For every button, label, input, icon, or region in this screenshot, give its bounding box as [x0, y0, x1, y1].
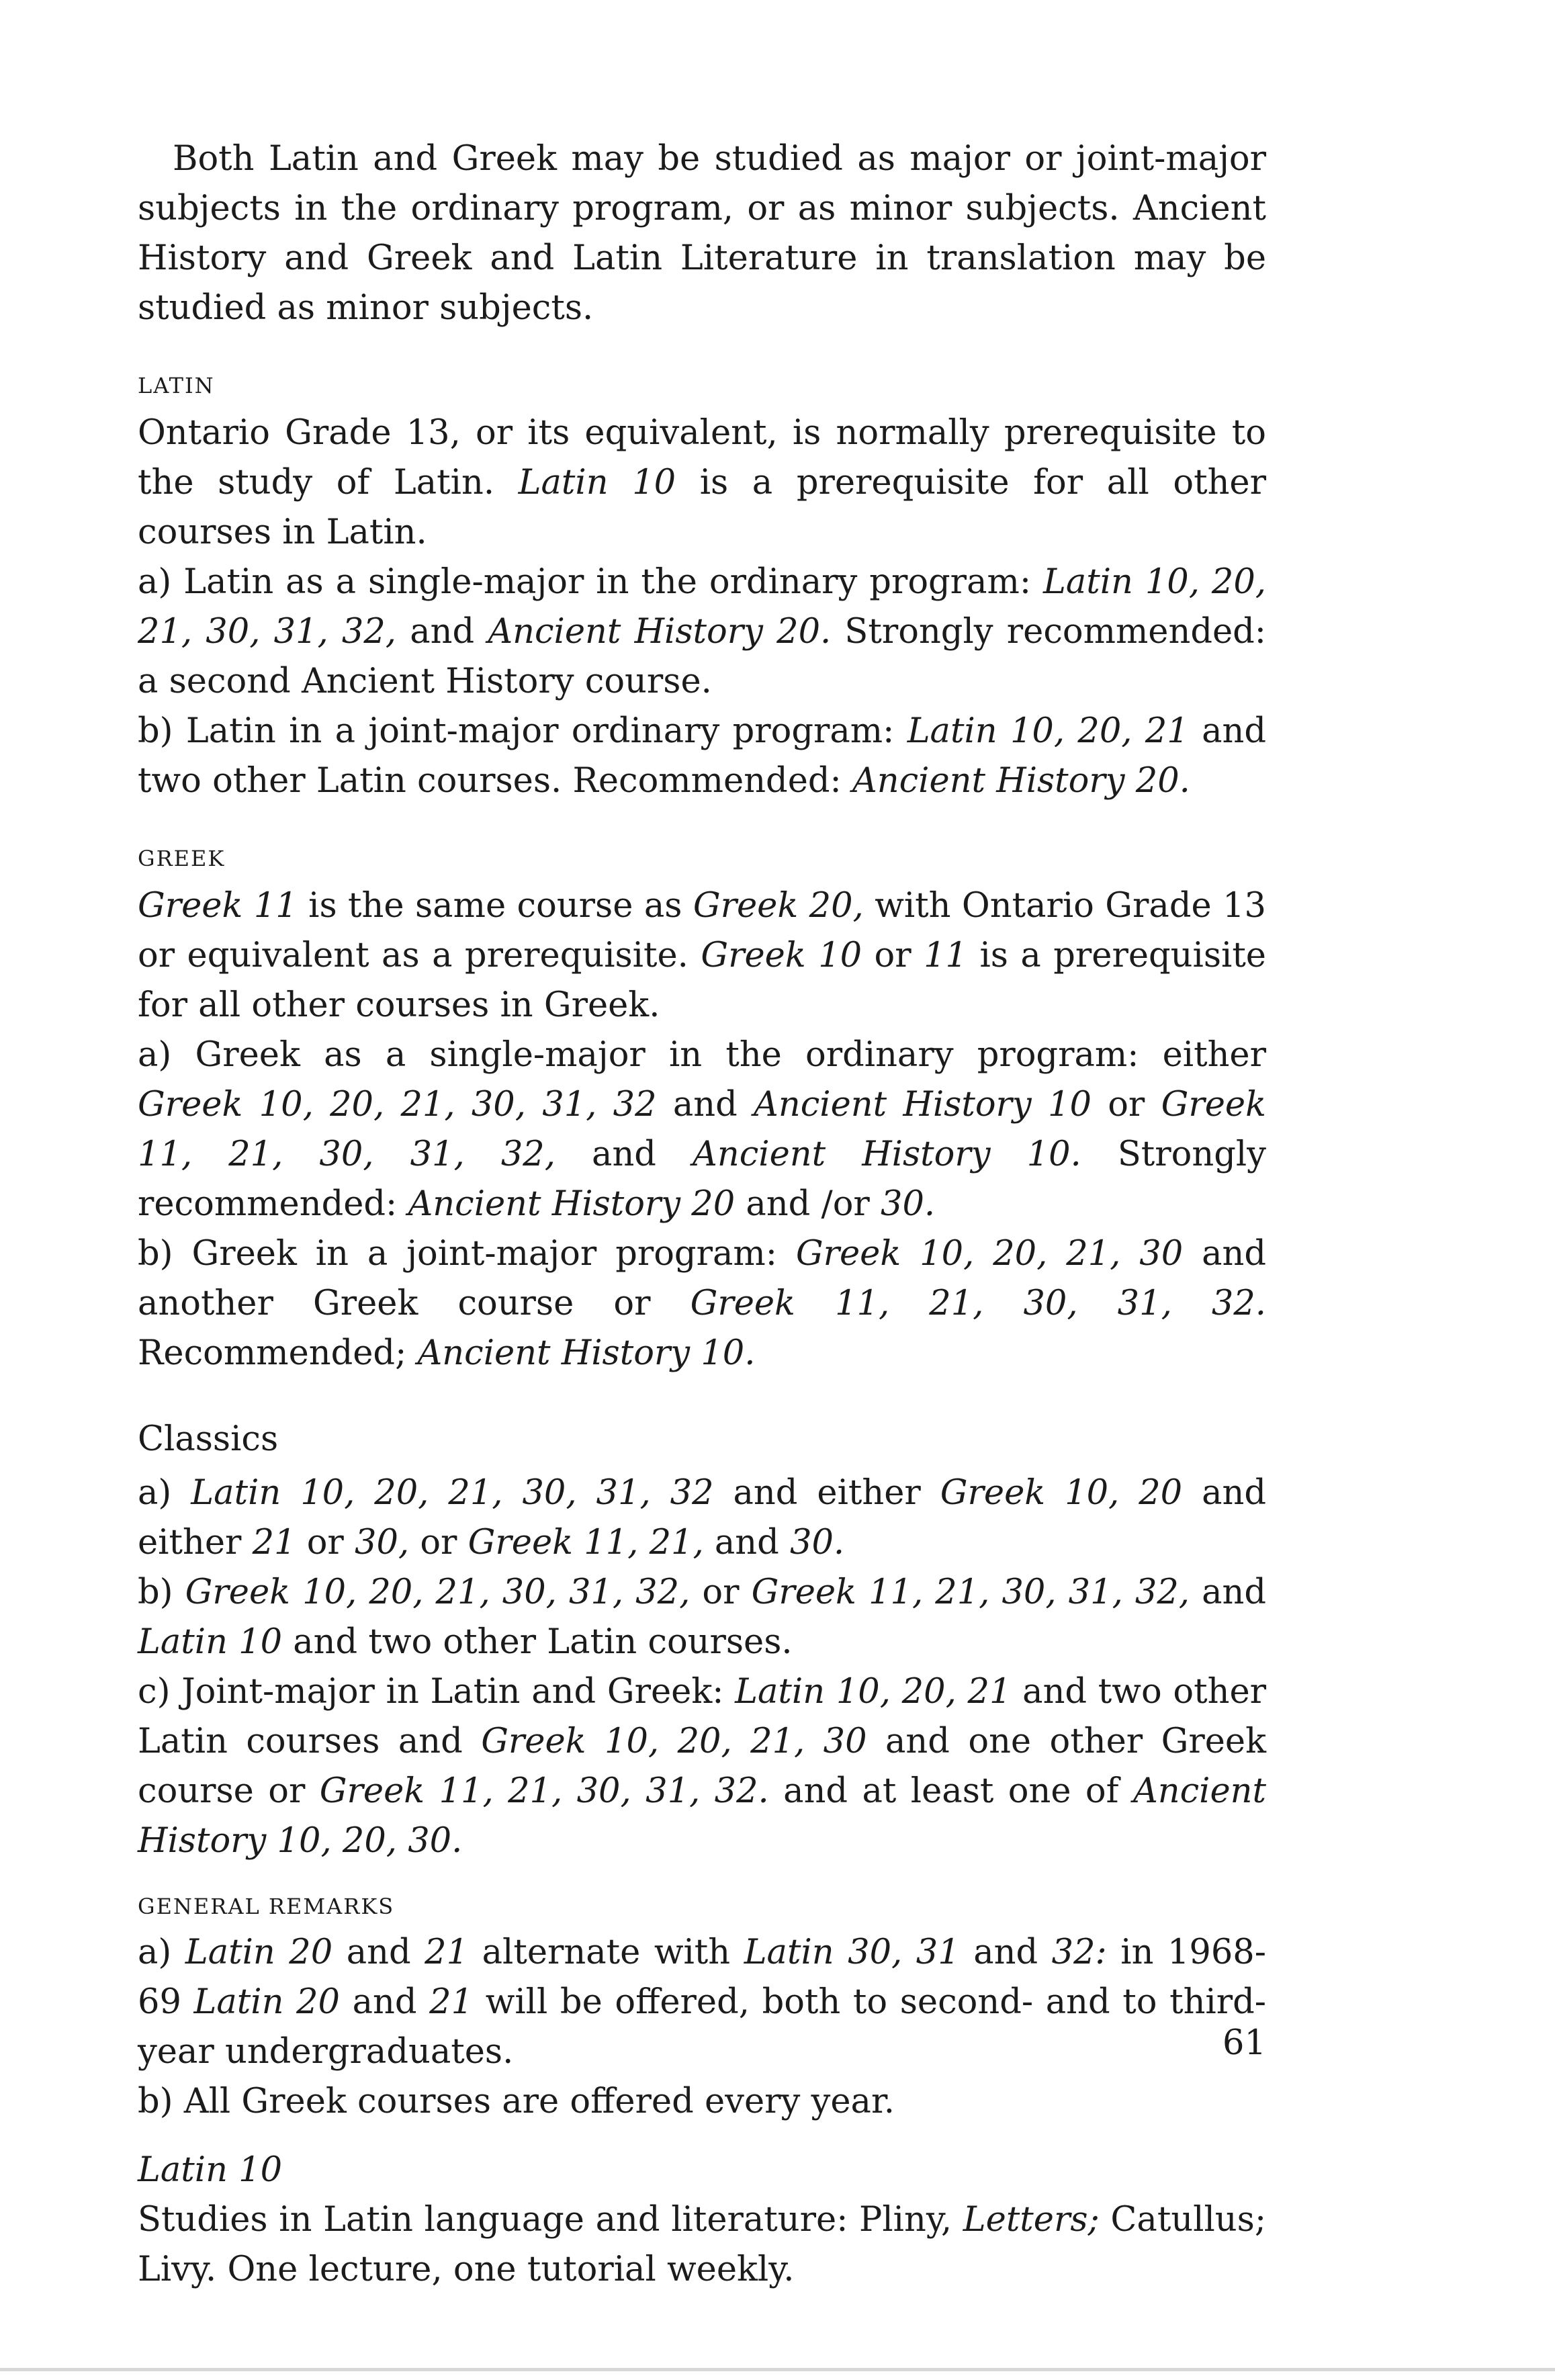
- text-span: and at least one of: [768, 1771, 1133, 1811]
- course-ref: Greek 20,: [693, 886, 864, 926]
- course-ref: Ancient History 20.: [852, 761, 1190, 801]
- text-span: and: [959, 1933, 1052, 1972]
- course-ref: Greek 11, 21, 30, 31, 32.: [319, 1771, 769, 1811]
- latin-option-b: [138, 707, 1266, 806]
- text-span: and: [1190, 1573, 1266, 1612]
- course-ref: Greek 10: [701, 936, 862, 975]
- course-ref: Greek 11, 21, 30, 31, 32,: [138, 1085, 1266, 1174]
- course-ref: Ancient History 10, 20, 30.: [138, 1771, 1267, 1861]
- text-span: or: [296, 1523, 355, 1562]
- page-content: [138, 134, 1266, 2295]
- course-ref: Greek 10, 20, 21, 30: [481, 1722, 867, 1761]
- text-span: or: [409, 1523, 468, 1562]
- text-span: and: [656, 1085, 754, 1125]
- text-span: and either: [138, 1473, 1267, 1562]
- course-ref: 21: [429, 1982, 474, 2022]
- course-ref: Ancient History 10: [754, 1085, 1092, 1125]
- course-ref: Greek 11, 21, 30, 31, 32,: [751, 1573, 1190, 1612]
- text-span: Recommended;: [138, 1333, 418, 1373]
- course-ref: 21: [425, 1933, 469, 1972]
- course-ref: 11: [924, 936, 967, 975]
- text-span: Ontario Grade 13, or its equivalent, is normally prerequisite to the study of Latin.: [138, 413, 1266, 502]
- course-ref: Latin 10, 20, 21: [735, 1672, 1012, 1712]
- text-span: and /or: [735, 1184, 881, 1224]
- text-span: is a prerequisite for all other courses in Latin.: [138, 463, 1266, 552]
- course-ref: Latin 10, 20, 21: [907, 711, 1189, 751]
- course-ref: Ancient History 10.: [417, 1333, 756, 1373]
- text-span: and: [332, 1933, 425, 1972]
- text-span: and another Greek course or: [138, 1234, 1266, 1323]
- course-ref: Latin 20: [185, 1933, 333, 1972]
- course-description: [138, 2195, 1266, 2295]
- course-ref: Latin 10, 20, 21, 30, 31, 32: [191, 1473, 714, 1513]
- text-span: with Ontario Grade 13 or equivalent as a prerequisite.: [138, 886, 1266, 975]
- course-ref: Greek 10, 20: [940, 1473, 1183, 1513]
- course-ref: Latin 10: [518, 463, 676, 502]
- course-ref: 30.: [881, 1184, 936, 1224]
- classics-heading: Classics: [138, 1419, 279, 1459]
- course-ref: Letters;: [963, 2200, 1100, 2240]
- course-ref: Latin 10: [138, 1622, 283, 1662]
- text-span: is a prerequisite for all other courses in Greek.: [138, 936, 1266, 1025]
- text-span: and: [703, 1523, 791, 1562]
- course-ref: Latin 20: [193, 1982, 340, 2022]
- course-ref: Ancient History 20: [408, 1184, 736, 1224]
- text-span: Catullus; Livy. One lecture, one tutorial weekly.: [138, 2200, 1266, 2289]
- course-ref: Greek 11, 21, 30, 31, 32.: [690, 1284, 1266, 1323]
- text-span: or: [690, 1573, 752, 1612]
- text-span: Strongly recommended: a second Ancient History course.: [138, 612, 1266, 701]
- text-span: and two other Latin courses.: [282, 1622, 793, 1662]
- text-span: b) Latin in a joint-major ordinary program:: [138, 711, 907, 751]
- latin-option-a: [138, 558, 1266, 707]
- text-span: and either: [713, 1473, 940, 1513]
- text-span: and: [396, 612, 488, 652]
- text-span: or: [862, 936, 924, 975]
- course-ref: Greek 10, 20, 21, 30, 31, 32,: [185, 1573, 691, 1612]
- course-title: [138, 2146, 1266, 2195]
- greek-option-b: [138, 1229, 1266, 1378]
- text-span: is the same course as: [297, 886, 693, 926]
- text-span: and one other Greek course or: [138, 1722, 1266, 1811]
- course-ref: Ancient History 20.: [488, 612, 832, 652]
- scan-edge-divider: [0, 2368, 1555, 2371]
- page-number: 61: [1223, 2023, 1266, 2063]
- text-span: b) Greek in a joint-major program:: [138, 1234, 796, 1274]
- course-ref: Greek 10, 20, 21, 30: [795, 1234, 1184, 1274]
- general-remark-a: [138, 1928, 1266, 2077]
- latin-heading: LATIN: [138, 373, 215, 398]
- greek-option-a: [138, 1030, 1266, 1229]
- course-ref: Latin 30, 31: [744, 1933, 960, 1972]
- intro-paragraph: [138, 134, 1266, 333]
- text-span: in 1968-69: [138, 1933, 1266, 2022]
- course-ref: 30.: [790, 1523, 845, 1562]
- text-span: and two other Latin courses. Recommended:: [138, 711, 1266, 801]
- course-ref: 21: [252, 1523, 296, 1562]
- latin-prerequisite: [138, 408, 1266, 558]
- text-span: c) Joint-major in Latin and Greek:: [138, 1672, 736, 1712]
- text-span: a): [138, 1933, 185, 1972]
- greek-heading: GREEK: [138, 846, 226, 871]
- course-ref: Greek 11: [138, 886, 298, 926]
- text-span: b): [138, 1573, 185, 1612]
- text-span: and: [555, 1135, 693, 1174]
- course-ref: Greek 10, 20, 21, 30, 31, 32: [138, 1085, 657, 1125]
- classics-option-a: [138, 1468, 1266, 1568]
- general-remark-b: b) All Greek courses are offered every year.: [138, 2082, 895, 2121]
- classics-option-b: [138, 1568, 1266, 1667]
- text-span: Studies in Latin language and literature: Pliny,: [138, 2200, 963, 2240]
- course-title-text: Latin 10: [138, 2150, 283, 2190]
- intro-text: Both Latin and Greek may be studied as major or joint-major subjects in the ordinary program, or as minor subjects. Ancient History and Greek and Latin Literature in translation may be studied as minor subjects.: [138, 139, 1266, 328]
- text-span: a): [138, 1473, 191, 1513]
- text-span: or: [1091, 1085, 1161, 1125]
- text-span: and: [340, 1982, 430, 2022]
- course-ref: 32:: [1051, 1933, 1107, 1972]
- course-ref: Ancient History 10.: [693, 1135, 1081, 1174]
- text-span: alternate with: [468, 1933, 744, 1972]
- text-span: a) Greek as a single-major in the ordinary program: either: [138, 1035, 1266, 1075]
- course-ref: Greek 11, 21,: [468, 1523, 704, 1562]
- text-span: will be offered, both to second- and to third-year undergraduates.: [138, 1982, 1266, 2072]
- general-remarks-heading: GENERAL REMARKS: [138, 1894, 395, 1919]
- text-span: a) Latin as a single-major in the ordinary program:: [138, 562, 1043, 602]
- course-ref: 30,: [355, 1523, 410, 1562]
- greek-prerequisite: [138, 881, 1266, 1030]
- classics-option-c: [138, 1667, 1266, 1866]
- course-ref: Latin 10, 20, 21, 30, 31, 32,: [138, 562, 1266, 652]
- text-span: Strongly recommended:: [138, 1135, 1266, 1224]
- text-span: and two other Latin courses and: [138, 1672, 1267, 1761]
